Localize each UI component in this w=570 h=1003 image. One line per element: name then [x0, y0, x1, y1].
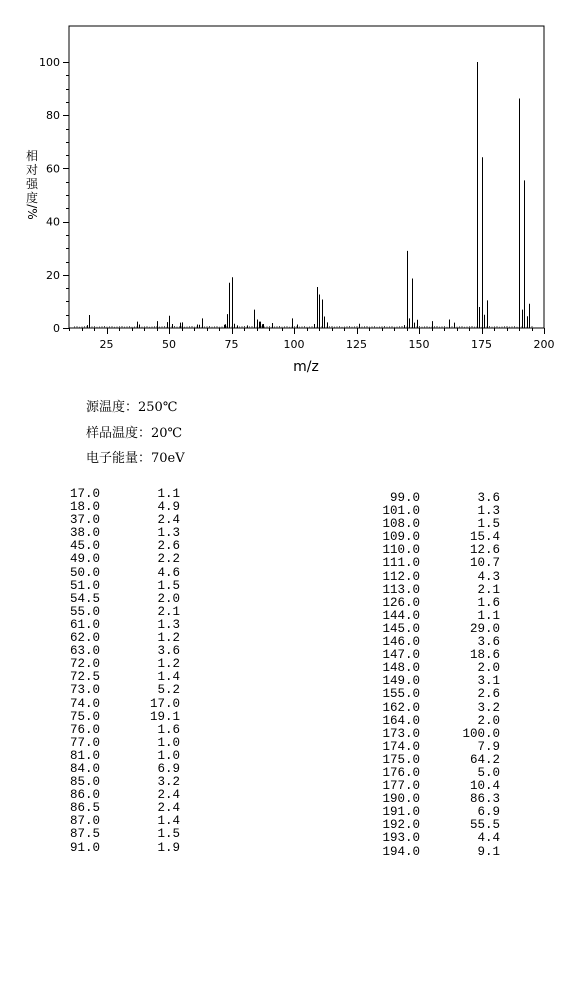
mz-value: 110.0 — [382, 543, 420, 558]
mz-value: 126.0 — [382, 595, 420, 610]
table-row — [360, 688, 500, 701]
mz-value: 192.0 — [382, 818, 420, 833]
x-axis-label: m/z — [293, 359, 319, 375]
intensity-value: 2.0 — [477, 661, 500, 676]
table-row — [40, 711, 180, 724]
table-row — [360, 571, 500, 584]
intensity-value: 86.3 — [469, 792, 500, 807]
intensity-value: 2.4 — [157, 513, 180, 528]
intensity-value: 2.2 — [157, 552, 180, 567]
table-row — [360, 715, 500, 728]
table-row — [360, 597, 500, 610]
mz-value: 112.0 — [382, 569, 420, 584]
intensity-value: 2.6 — [477, 687, 500, 702]
y-tick-label: 100 — [39, 56, 60, 69]
intensity-value: 1.0 — [157, 748, 180, 763]
mz-value: 81.0 — [69, 748, 100, 763]
mz-value: 162.0 — [382, 700, 420, 715]
table-row — [40, 698, 180, 711]
electron-energy: 电子能量：70eV — [86, 451, 185, 466]
intensity-value: 6.9 — [157, 761, 180, 776]
table-row — [40, 842, 180, 855]
mz-value: 173.0 — [382, 726, 420, 741]
table-row — [360, 610, 500, 623]
table-row — [40, 580, 180, 593]
mz-value: 87.0 — [69, 814, 100, 829]
mz-value: 164.0 — [382, 713, 420, 728]
intensity-value: 2.6 — [157, 539, 180, 554]
mz-value: 76.0 — [69, 722, 100, 737]
mz-value: 190.0 — [382, 792, 420, 807]
mz-value: 37.0 — [69, 513, 100, 528]
table-row — [360, 702, 500, 715]
y-tick-label: 80 — [46, 109, 60, 123]
mz-value: 191.0 — [382, 805, 420, 820]
intensity-value: 2.0 — [477, 713, 500, 728]
x-tick-label: 25 — [99, 338, 114, 351]
mz-value: 72.5 — [69, 670, 100, 685]
mz-value: 101.0 — [382, 504, 420, 519]
mz-value: 148.0 — [382, 661, 420, 676]
source-temperature: 源温度：250℃ — [86, 400, 178, 415]
table-row — [360, 741, 500, 754]
intensity-value: 19.1 — [149, 709, 180, 724]
x-tick-label: 125 — [346, 338, 367, 351]
mz-value: 73.0 — [69, 683, 100, 698]
y-tick-label: 60 — [46, 162, 60, 176]
table-row — [40, 593, 180, 606]
intensity-value: 2.0 — [157, 591, 180, 606]
intensity-value: 4.6 — [157, 565, 180, 580]
table-row — [40, 750, 180, 763]
intensity-value: 55.5 — [469, 818, 500, 833]
mz-value: 91.0 — [69, 840, 100, 855]
mz-value: 144.0 — [382, 608, 420, 623]
y-axis-label — [25, 148, 39, 220]
intensity-value: 3.6 — [157, 644, 180, 659]
mz-value: 146.0 — [382, 635, 420, 650]
intensity-value: 1.1 — [157, 487, 180, 501]
intensity-value: 4.9 — [157, 500, 180, 515]
table-row — [360, 846, 500, 859]
intensity-value: 9.1 — [477, 844, 500, 859]
mz-value: 174.0 — [382, 739, 420, 754]
mz-value: 72.0 — [69, 657, 100, 672]
mz-value: 145.0 — [382, 621, 420, 636]
mz-value: 86.5 — [69, 801, 100, 816]
mz-value: 62.0 — [69, 631, 100, 646]
mz-value: 75.0 — [69, 709, 100, 724]
mz-value: 111.0 — [382, 556, 420, 571]
mass-spectrum-chart — [0, 0, 570, 380]
mz-value: 194.0 — [382, 844, 420, 859]
y-axis-label-char: /% — [25, 204, 39, 220]
mz-value: 54.5 — [69, 591, 100, 606]
mz-value: 176.0 — [382, 765, 420, 780]
mz-value: 74.0 — [69, 696, 100, 711]
intensity-value: 1.3 — [157, 617, 180, 632]
x-tick-label: 100 — [283, 338, 305, 351]
mz-value: 45.0 — [69, 539, 100, 554]
mz-value: 63.0 — [69, 644, 100, 659]
intensity-value: 1.3 — [477, 504, 500, 519]
intensity-value: 3.2 — [157, 775, 180, 790]
mz-value: 109.0 — [382, 530, 420, 545]
intensity-value: 1.6 — [477, 595, 500, 610]
mz-value: 99.0 — [389, 491, 420, 505]
x-tick-label: 75 — [224, 338, 239, 351]
table-row — [40, 606, 180, 619]
intensity-value: 1.1 — [477, 608, 500, 623]
intensity-value: 10.4 — [469, 779, 500, 794]
x-tick-label: 200 — [533, 338, 555, 351]
intensity-value: 5.2 — [157, 683, 180, 698]
mz-value: 177.0 — [382, 779, 420, 794]
intensity-value: 1.4 — [157, 814, 180, 829]
table-row — [40, 684, 180, 697]
intensity-value: 100.0 — [462, 726, 500, 741]
mz-value: 108.0 — [382, 517, 420, 532]
table-row — [40, 553, 180, 566]
peak-bars — [88, 62, 530, 328]
mz-value: 175.0 — [382, 752, 420, 767]
y-axis-label-char: 相 — [25, 149, 39, 163]
mz-value: 17.0 — [69, 487, 100, 501]
intensity-value: 5.0 — [477, 765, 500, 780]
intensity-value: 2.1 — [477, 582, 500, 597]
intensity-value: 2.4 — [157, 801, 180, 816]
peak-table-left — [40, 488, 180, 855]
sample-temperature: 样品温度：20℃ — [86, 426, 183, 441]
mz-value: 51.0 — [69, 578, 100, 593]
intensity-value: 6.9 — [477, 805, 500, 820]
intensity-value: 1.6 — [157, 722, 180, 737]
intensity-value: 15.4 — [469, 530, 500, 545]
table-row — [40, 737, 180, 750]
intensity-value: 1.9 — [157, 840, 180, 855]
table-row — [360, 832, 500, 845]
plot-frame — [69, 26, 544, 328]
intensity-value: 10.7 — [469, 556, 500, 571]
mz-value: 147.0 — [382, 648, 420, 663]
intensity-value: 17.0 — [149, 696, 180, 711]
intensity-value: 1.2 — [157, 631, 180, 646]
mz-value: 85.0 — [69, 775, 100, 790]
intensity-value: 4.3 — [477, 569, 500, 584]
intensity-value: 1.3 — [157, 526, 180, 541]
table-row — [360, 728, 500, 741]
table-row — [40, 567, 180, 580]
intensity-value: 29.0 — [469, 621, 500, 636]
intensity-value: 3.6 — [477, 635, 500, 650]
intensity-value: 3.6 — [477, 491, 500, 505]
table-row — [40, 828, 180, 841]
mz-value: 50.0 — [69, 565, 100, 580]
y-axis-label-char: 强 — [25, 177, 39, 191]
table-row — [40, 724, 180, 737]
mz-value: 38.0 — [69, 526, 100, 541]
x-tick-label: 150 — [408, 338, 430, 351]
mz-value: 84.0 — [69, 761, 100, 776]
mz-value: 113.0 — [382, 582, 420, 597]
mz-value: 55.0 — [69, 604, 100, 619]
intensity-value: 1.5 — [157, 578, 180, 593]
y-tick-label: 40 — [46, 215, 60, 229]
intensity-value: 1.4 — [157, 670, 180, 685]
table-row — [360, 754, 500, 767]
intensity-value: 3.1 — [477, 674, 500, 689]
mz-value: 155.0 — [382, 687, 420, 702]
table-row — [360, 584, 500, 597]
mz-value: 49.0 — [69, 552, 100, 567]
y-tick-label: 20 — [46, 268, 60, 282]
intensity-value: 4.4 — [477, 831, 500, 846]
intensity-value: 2.1 — [157, 604, 180, 619]
mz-value: 149.0 — [382, 674, 420, 689]
mz-value: 77.0 — [69, 735, 100, 750]
x-tick-label: 175 — [471, 338, 492, 351]
intensity-value: 7.9 — [477, 739, 500, 754]
x-tick-label: 50 — [162, 338, 176, 351]
x-axis-ticks — [70, 328, 555, 351]
intensity-value: 3.2 — [477, 700, 500, 715]
intensity-value: 1.5 — [157, 827, 180, 842]
intensity-value: 1.5 — [477, 517, 500, 532]
intensity-value: 2.4 — [157, 788, 180, 803]
intensity-value: 1.2 — [157, 657, 180, 672]
intensity-value: 12.6 — [469, 543, 500, 558]
y-tick-label: 0 — [53, 322, 60, 335]
mz-value: 193.0 — [382, 831, 420, 846]
table-row — [360, 557, 500, 570]
y-axis-ticks — [39, 56, 69, 335]
mz-value: 86.0 — [69, 788, 100, 803]
intensity-value: 1.0 — [157, 735, 180, 750]
mz-value: 61.0 — [69, 617, 100, 632]
intensity-value: 64.2 — [469, 752, 500, 767]
mz-value: 87.5 — [69, 827, 100, 842]
intensity-value: 18.6 — [469, 648, 500, 663]
mz-value: 18.0 — [69, 500, 100, 515]
peak-table-right — [360, 492, 500, 859]
y-axis-label-char: 对 — [25, 163, 39, 177]
y-axis-label-char: 度 — [25, 191, 39, 205]
